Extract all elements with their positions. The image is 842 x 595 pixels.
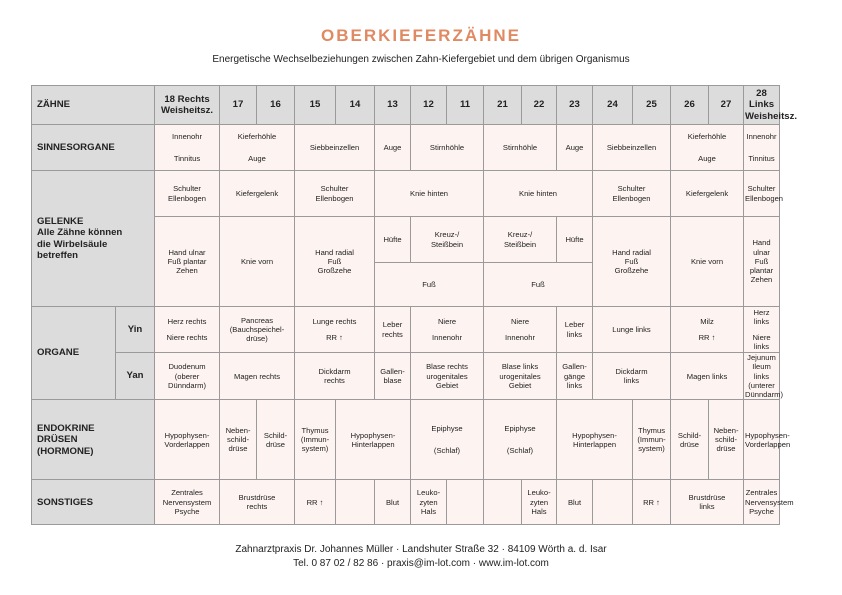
cell [447,480,484,525]
cell: Blase links urogenitales Gebiet [484,353,557,400]
sinnesorgane-label: SINNESORGANE [32,125,155,171]
cell: Siebbeinzellen [593,125,671,171]
cell: Leber rechts [375,307,411,353]
tooth-17-header: 17 [220,86,257,125]
cell: Brustdrüse links [671,480,744,525]
cell: Zentrales Nervensystem Psyche [155,480,220,525]
header-row [32,86,842,125]
cell: Knie vorn [220,217,295,307]
cell: Epiphyse (Schlaf) [411,400,484,480]
tooth-11-header: 11 [447,86,484,125]
gelenke-label: GELENKE Alle Zähne können die Wirbelsäule betreffen [32,171,155,307]
page-subtitle: Energetische Wechselbeziehungen zwischen Zahn-Kiefergebiet und dem übrigen Organismus [212,54,630,65]
cell: Schild- drüse [257,400,295,480]
cell: Hüfte [375,217,411,263]
cell: Pancreas (Bauchspeichel- drüse) [220,307,295,353]
tooth-14-header: 14 [336,86,375,125]
tooth-28-header: 28 Links Weisheitsz. [744,86,780,125]
cell: Brustdrüse rechts [220,480,295,525]
cell: Auge [557,125,593,171]
organe-yang-row [32,353,842,400]
cell: Lunge rechts RR ↑ [295,307,375,353]
cell: Dickdarm rechts [295,353,375,400]
cell: Duodenum (oberer Dünndarm) [155,353,220,400]
endokrine-label: ENDOKRINE DRÜSEN (HORMONE) [32,400,155,480]
yang-label: Yan [116,353,155,400]
cell: Hypophysen- Hinterlappen [557,400,633,480]
cell: Hand radial Fuß Großzehe [593,217,671,307]
cell: Leuko- zyten Hals [411,480,447,525]
cell: Thymus (Immun- system) [633,400,671,480]
sonstiges-row [32,480,842,525]
cell: Lunge links [593,307,671,353]
tooth-23-header: 23 [557,86,593,125]
cell: Innenohr Tinnitus [155,125,220,171]
cell: Dickdarm links [593,353,671,400]
cell: Magen links [671,353,744,400]
cell: Hand ulnar Fuß plantar Zehen [155,217,220,307]
cell: Neben- schild- drüse [220,400,257,480]
cell: Kiefergelenk [671,171,744,217]
tooth-24-header: 24 [593,86,633,125]
cell: Siebbeinzellen [295,125,375,171]
teeth-label: ZÄHNE [32,86,155,125]
tooth-18-header: 18 Rechts Weisheitsz. [155,86,220,125]
cell: Hypophysen- Vorderlappen [744,400,780,480]
cell: Niere Innenohr [411,307,484,353]
tooth-26-header: 26 [671,86,709,125]
cell: Milz RR ↑ [671,307,744,353]
cell: Herz links Niere links [744,307,780,353]
cell: Knie hinten [375,171,484,217]
page-title: OBERKIEFERZÄHNE [320,26,521,45]
cell: Kreuz-/ Steißbein [411,217,484,263]
cell: Schulter Ellenbogen [593,171,671,217]
cell: RR ↑ [633,480,671,525]
cell: Kiefergelenk [220,171,295,217]
tooth-16-header: 16 [257,86,295,125]
cell: Hypophysen- Hinterlappen [336,400,411,480]
tooth-12-header: 12 [411,86,447,125]
cell: Leuko- zyten Hals [522,480,557,525]
cell: Fuß [484,263,593,307]
cell: Kieferhöhle Auge [671,125,744,171]
cell: Magen rechts [220,353,295,400]
cell: Knie hinten [484,171,593,217]
teeth-table [31,85,842,525]
cell: Niere Innenohr [484,307,557,353]
cell: Neben- schild- drüse [709,400,744,480]
tooth-22-header: 22 [522,86,557,125]
footer-address: Zahnarztpraxis Dr. Johannes Müller · Landshuter Straße 32 · 84109 Wörth a. d. Isar [235,544,607,555]
cell: Epiphyse (Schlaf) [484,400,557,480]
organe-yin-row [32,307,842,353]
organe-label: ORGANE [32,307,116,400]
cell: Stirnhöhle [411,125,484,171]
gelenke-row [32,171,842,217]
cell: Stirnhöhle [484,125,557,171]
cell: Schulter Ellenbogen [744,171,780,217]
cell: Fuß [375,263,484,307]
tooth-27-header: 27 [709,86,744,125]
cell: Knie vorn [671,217,744,307]
cell: Gallen- gänge links [557,353,593,400]
cell [336,480,375,525]
cell: Jejunum Ileum links (unterer Dünndarm) [745,353,783,399]
endokrine-row [32,400,842,480]
tooth-21-header: 21 [484,86,522,125]
cell: Hand radial Fuß Großzehe [295,217,375,307]
cell: Hüfte [557,217,593,263]
cell: Hypophysen- Vorderlappen [155,400,220,480]
cell: RR ↑ [295,480,336,525]
cell: Schild- drüse [671,400,709,480]
cell: Auge [375,125,411,171]
cell: Innenohr Tinnitus [744,125,780,171]
cell: Kieferhöhle Auge [220,125,295,171]
cell: Blut [375,480,411,525]
cell: Leber links [557,307,593,353]
tooth-25-header: 25 [633,86,671,125]
cell: Zentrales Nervensystem Psyche [744,480,780,525]
cell: Schulter Ellenbogen [155,171,220,217]
cell [593,480,633,525]
cell: Gallen- blase [375,353,411,400]
tooth-15-header: 15 [295,86,336,125]
yin-label: Yin [116,307,155,353]
sinnesorgane-row [32,125,842,171]
cell: Schulter Ellenbogen [295,171,375,217]
cell: Kreuz-/ Steißbein [484,217,557,263]
footer-contact: Tel. 0 87 02 / 82 86 · praxis@im-lot.com · www.im-lot.com [293,558,549,569]
cell: Hand ulnar Fuß plantar Zehen [744,217,780,307]
cell: Blut [557,480,593,525]
tooth-13-header: 13 [375,86,411,125]
sonstiges-label: SONSTIGES [32,480,155,525]
cell: Thymus (Immun- system) [295,400,336,480]
cell: Blase rechts urogenitales Gebiet [411,353,484,400]
cell [484,480,522,525]
cell: Herz rechts Niere rechts [155,307,220,353]
